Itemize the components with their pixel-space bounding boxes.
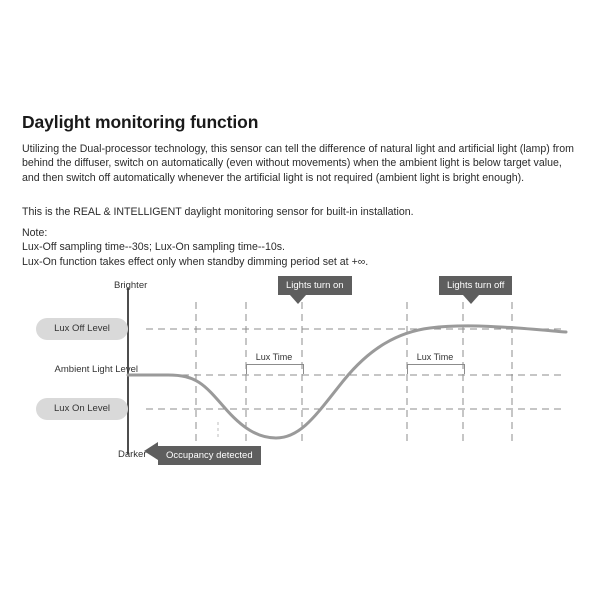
lux-time-bracket-right [407,364,465,374]
intro-paragraph: Utilizing the Dual-processor technology, this sensor can tell the difference of natural light and artificial light (lamp) from behind the diffuser, switch on automatically (even without movements) when the ambient light is below target value, and then switch off automatically whenever the artificial light is not required (ambient light is bright enough). [22,143,574,184]
lux-time-bracket-left [246,364,304,374]
callout-lights-turn-off: Lights turn off [439,276,512,295]
light-level-curve [128,326,566,438]
second-paragraph: This is the REAL & INTELLIGENT daylight monitoring sensor for built-in installation. [22,206,414,218]
note-line-2: Lux-On function takes effect only when standby dimming period set at +∞. [22,255,369,268]
note-title: Note: [22,227,48,239]
lux-time-label-right: Lux Time [416,352,454,362]
axis-label-darker: Darker [118,449,147,460]
page-title: Daylight monitoring function [22,112,259,132]
note-line-1: Lux-Off sampling time--30s; Lux-On sampling time--10s. [22,241,285,254]
ambient-light-level-label: Ambient Light Level [54,364,138,375]
callout-lights-turn-on: Lights turn on [278,276,352,295]
callout-pointer-off-icon [463,295,479,304]
daylight-diagram [18,272,582,482]
axis-label-brighter: Brighter [114,280,148,291]
lux-off-level-label: Lux Off Level [36,318,128,340]
lux-on-level-label: Lux On Level [36,398,128,420]
lux-time-label-left: Lux Time [255,352,293,362]
note-block [22,226,580,269]
callout-pointer-occupancy-icon [144,442,158,460]
callout-pointer-on-icon [290,295,306,304]
callout-occupancy-detected: Occupancy detected [158,446,261,465]
